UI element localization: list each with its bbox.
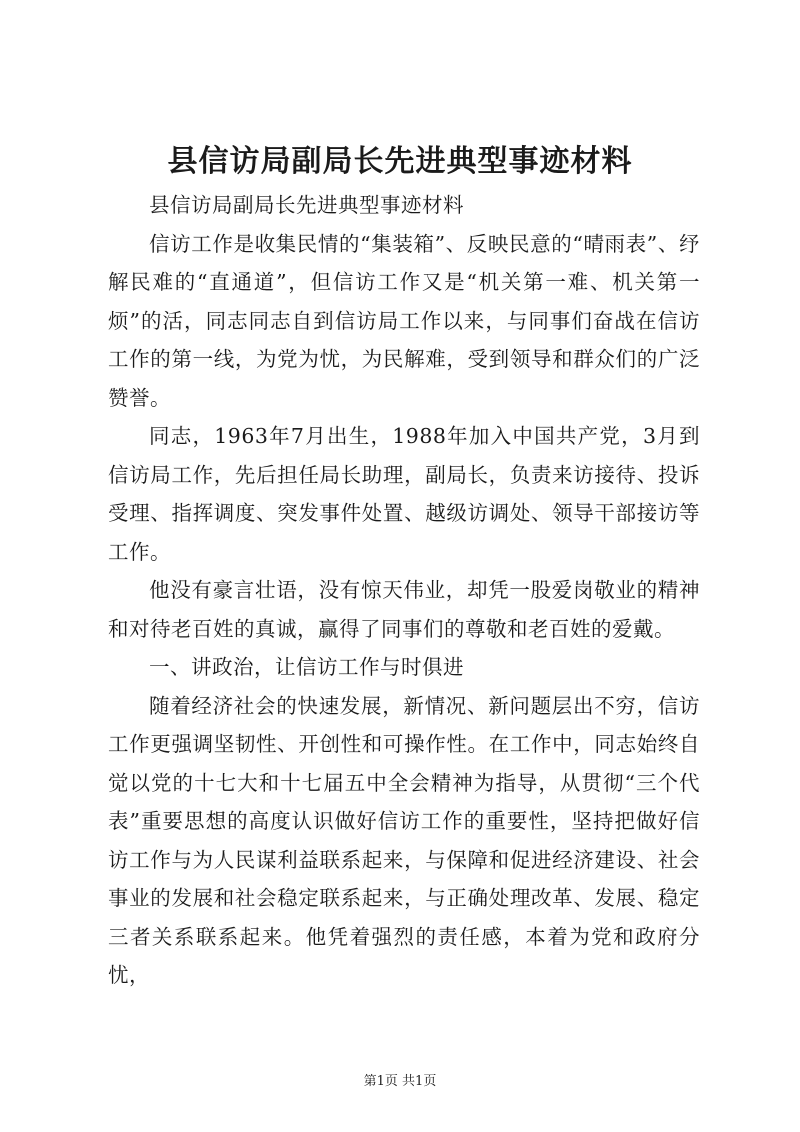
paragraph-character: 他没有豪言壮语，没有惊天伟业，却凭一股爱岗敬业的精神和对待老百姓的真诚，赢得了同事们的尊敬和老百姓的爱戴。 xyxy=(108,578,700,641)
document-title: 县信访局副局长先进典型事迹材料 xyxy=(167,144,633,179)
page-footer: 第1页 共1页 xyxy=(363,1074,437,1089)
section-heading-politics: 一、讲政治，让信访工作与时俱进 xyxy=(149,655,464,679)
paragraph-intro: 信访工作是收集民情的“集装箱”、反映民意的“晴雨表”、纾解民难的“直通道”，但信访工作又是“机关第一难、机关第一烦”的活，同志同志自到信访局工作以来，与同事们奋战在信访工作的第一线，为党为忧，为民解难，受到领导和群众们的广泛赞誉。 xyxy=(108,231,700,410)
paragraph-subtitle: 县信访局副局长先进典型事迹材料 xyxy=(149,193,464,217)
document-body xyxy=(108,186,700,995)
paragraph-biography: 同志，1963年7月出生，1988年加入中国共产党，3月到信访局工作，先后担任局长助理，副局长，负责来访接待、投诉受理、指挥调度、突发事件处置、越级访调处、领导干部接访等工作。 xyxy=(108,424,700,564)
paragraph-politics: 随着经济社会的快速发展，新情况、新问题层出不穷，信访工作更强调坚韧性、开创性和可操作性。在工作中，同志始终自觉以党的十七大和十七届五中全会精神为指导，从贯彻“三个代表”重要思想的高度认识做好信访工作的重要性，坚持把做好信访工作与为人民谋利益联系起来，与保障和促进经济建设、社会事业的发展和社会稳定联系起来，与正确处理改革、发展、稳定三者关系联系起来。他凭着强烈的责任感，本着为党和政府分忧， xyxy=(108,693,700,987)
